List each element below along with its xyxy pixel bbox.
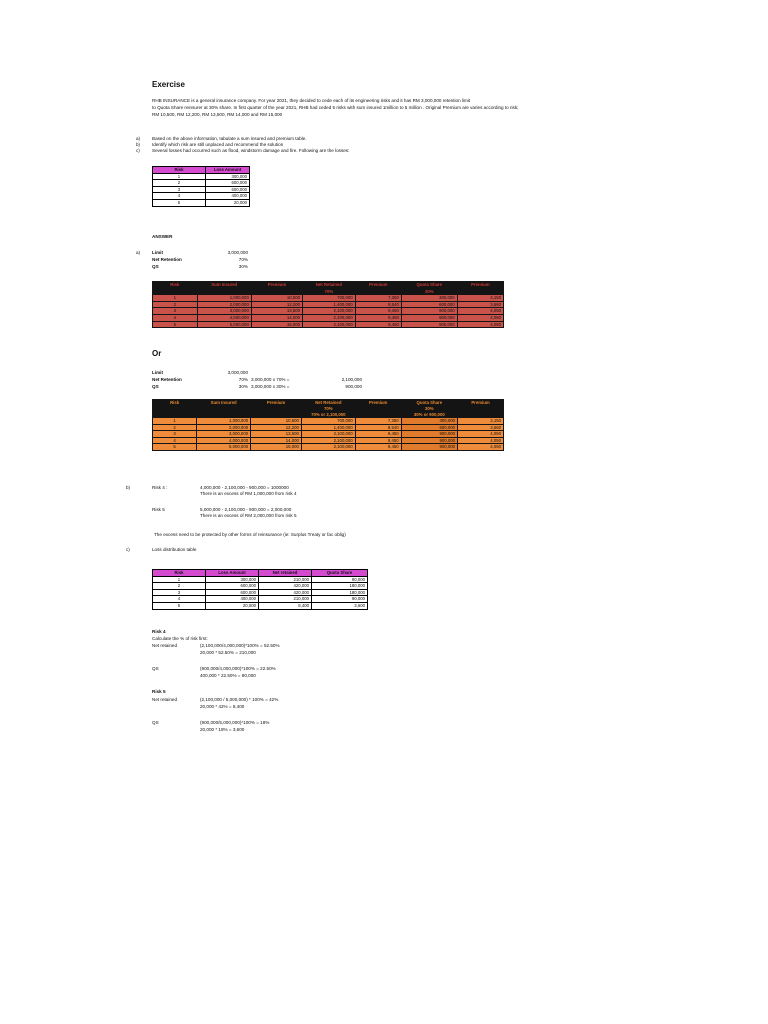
- table-row: 2 600,000 420,000 180,000: [153, 583, 368, 590]
- qs-label: QS: [152, 384, 159, 389]
- table-subheader: 30%: [401, 288, 457, 295]
- risk5-net-calc: (2,100,000 / 5,000,000) * 100% = 42%: [200, 697, 279, 702]
- intro-line: RM 10,500, RM 12,200, RM 13,500, RM 14,000 and RM 15,000: [152, 112, 283, 117]
- question-text: Based on the above information, tabulate a sum insured and premium table.: [152, 136, 307, 141]
- risk5-excess-note: There is an excess of RM 2,000,000 from risk 5: [200, 513, 297, 518]
- premium-table-orange: [152, 399, 504, 451]
- table-row: 1 1,000,000 10,500 700,000 7,350 300,000 3,150: [153, 295, 504, 302]
- table-header: Sum Insured: [197, 282, 251, 289]
- table-row: 5 5,000,000 15,000 2,100,000 9,450 900,000 4,050: [153, 444, 504, 451]
- table-header: Premium: [457, 282, 503, 289]
- net-retained-label: Net retained: [152, 697, 178, 702]
- excess-protection-note: The excess need to be protected by other forms of reinsurance (ie: Surplus Treaty or fac oblig): [154, 532, 346, 537]
- table-header: Premium: [251, 282, 302, 289]
- loss-distribution-title: Loss distribution table: [152, 547, 197, 552]
- question-label: b): [136, 142, 141, 147]
- net-retention-result: 2,100,000: [341, 377, 362, 382]
- part-c-label: c): [126, 547, 130, 552]
- net-retention-value: 70%: [238, 257, 248, 262]
- net-retention-value: 70%: [238, 377, 248, 382]
- risk4-excess-calc: 4,000,000 - 2,100,000 - 900,000 = 1000000: [200, 485, 289, 490]
- table-row: 5 5,000,000 15,000 2,100,000 9,450 900,000 4,050: [153, 321, 504, 328]
- table-row: 4 400,000 210,000 90,000: [153, 596, 368, 603]
- table-row: 4 400,000: [153, 193, 250, 200]
- table-header: Quota Share: [401, 282, 457, 289]
- table-row: 3 600,000: [153, 186, 250, 193]
- intro-line: RHB INSURANCE is a general insurance company. For year 2021, they decided to cede each of its engineering risks and it has RM 3,000,000 retention limit: [152, 98, 471, 103]
- limit-label: Limit: [152, 250, 163, 255]
- table-header: Risk: [153, 282, 198, 289]
- loss-amount-table: [152, 166, 250, 207]
- table-header: Net retained: [259, 570, 312, 577]
- table-row: 1 300,000: [153, 173, 250, 180]
- answer-heading: ANSWER: [152, 234, 173, 239]
- net-retention-calc: 3,000,000 x 70% =: [251, 377, 290, 382]
- table-subheader: 30% or 900,000: [401, 412, 457, 418]
- part-a-label: a): [136, 250, 141, 255]
- premium-table-red: [152, 281, 504, 328]
- table-header: Premium: [355, 282, 401, 289]
- loss-distribution-table: [152, 569, 368, 610]
- table-header: Quota Share: [401, 400, 457, 406]
- table-subheader: 70%: [303, 288, 356, 295]
- table-row: 3 3,000,000 13,500 2,100,000 9,450 900,000 4,050: [153, 308, 504, 315]
- table-row: 1 1,000,000 10,500 700,000 7,350 300,000 3,150: [153, 418, 504, 425]
- qs-value: 30%: [238, 264, 248, 269]
- table-row: 1 300,000 210,000 90,000: [153, 576, 368, 583]
- risk5-net-result: 20,000 * 42% = 8,400: [200, 704, 245, 709]
- intro-line: to Quota Share reinsurer at 30% share. In first quarter of the year 2021, RHB had ceded 5 risks with sum insured 1million to 5 million . Original Premium are varies according to risk;: [152, 105, 519, 110]
- table-header: Premium: [251, 400, 302, 406]
- risk5-heading: Risk 5: [152, 689, 166, 694]
- risk5-qs-result: 20,000 * 18% = 3,600: [200, 727, 245, 732]
- limit-value: 3,000,000: [227, 370, 248, 375]
- risk5-label: Risk 5: [152, 507, 165, 512]
- net-retained-label: Net retained: [152, 643, 178, 648]
- table-header: Risk: [153, 167, 206, 174]
- table-header: Premium: [355, 400, 401, 406]
- table-row: 4 4,000,000 14,000 2,100,000 9,450 900,000 4,050: [153, 314, 504, 321]
- table-row: 5 20,000: [153, 199, 250, 206]
- table-row: 5 20,000 8,400 3,600: [153, 602, 368, 609]
- question-text: Several losses had occurred such as flood, windstorm damage and fire. Following are the losses:: [152, 148, 350, 153]
- exercise-title: Exercise: [152, 80, 185, 89]
- net-retention-label: Net Retention: [152, 377, 182, 382]
- limit-value: 3,000,000: [227, 250, 248, 255]
- table-row: 3 600,000 420,000 180,000: [153, 589, 368, 596]
- table-header: Loss Amount: [206, 570, 259, 577]
- table-header: Quota Share: [312, 570, 368, 577]
- qs-value: 30%: [238, 384, 248, 389]
- question-label: c): [136, 148, 140, 153]
- table-header: Loss Amount: [206, 167, 250, 174]
- risk4-excess-note: There is an excess of RM 1,000,000 from risk 4: [200, 491, 297, 496]
- qs-label: QS: [152, 666, 159, 671]
- qs-label: QS: [152, 264, 159, 269]
- net-retention-label: Net Retention: [152, 257, 182, 262]
- risk4-net-result: 20,000 * 52.50% = 210,000: [200, 650, 256, 655]
- risk4-qs-calc: (900,000/4,000,000)*100% = 22.50%: [200, 666, 276, 671]
- risk4-net-calc: (2,100,000/4,000,000)*100% = 52.50%: [200, 643, 280, 648]
- qs-calc: 3,000,000 x 30% =: [251, 384, 290, 389]
- table-row: 4 4,000,000 14,000 2,100,000 9,450 900,000 4,050: [153, 437, 504, 444]
- table-header: Risk: [153, 570, 206, 577]
- risk4-qs-result: 400,000 * 22.50% = 90,000: [200, 673, 256, 678]
- limit-label: Limit: [152, 370, 163, 375]
- question-text: Identify which risk are still unplaced and recommend the solution: [152, 142, 284, 147]
- table-header: Net Retained: [303, 282, 356, 289]
- question-label: a): [136, 136, 141, 141]
- part-b-label: b): [126, 485, 131, 490]
- table-header: Sum Insured: [197, 400, 251, 406]
- table-subheader: 70% or 2,100,000: [301, 412, 355, 418]
- table-row: 2 600,000: [153, 180, 250, 187]
- risk5-qs-calc: (900,000/5,000,000)*100% = 18%: [200, 720, 270, 725]
- qs-result: 900,000: [345, 384, 362, 389]
- table-header: Risk: [153, 400, 197, 406]
- table-row: 2 2,000,000 12,200 1,400,000 8,540 600,000 3,660: [153, 301, 504, 308]
- or-heading: Or: [152, 349, 162, 358]
- table-subheader: 30%: [401, 406, 457, 412]
- risk4-intro: Calculate the % of risk first:: [152, 636, 208, 641]
- qs-label: QS: [152, 720, 159, 725]
- table-header: Premium: [458, 400, 504, 406]
- table-header: Net Retained: [301, 400, 355, 406]
- table-row: 2 2,000,000 12,200 1,400,000 8,540 600,000 3,660: [153, 424, 504, 431]
- risk4-label: Risk 4 :: [152, 485, 168, 490]
- risk4-heading: Risk 4: [152, 629, 166, 634]
- table-subheader: 70%: [301, 406, 355, 412]
- risk5-excess-calc: 5,000,000 - 2,100,000 - 900,000 = 2,000,000: [200, 507, 292, 512]
- table-row: 3 3,000,000 13,500 2,100,000 9,450 900,000 4,050: [153, 431, 504, 438]
